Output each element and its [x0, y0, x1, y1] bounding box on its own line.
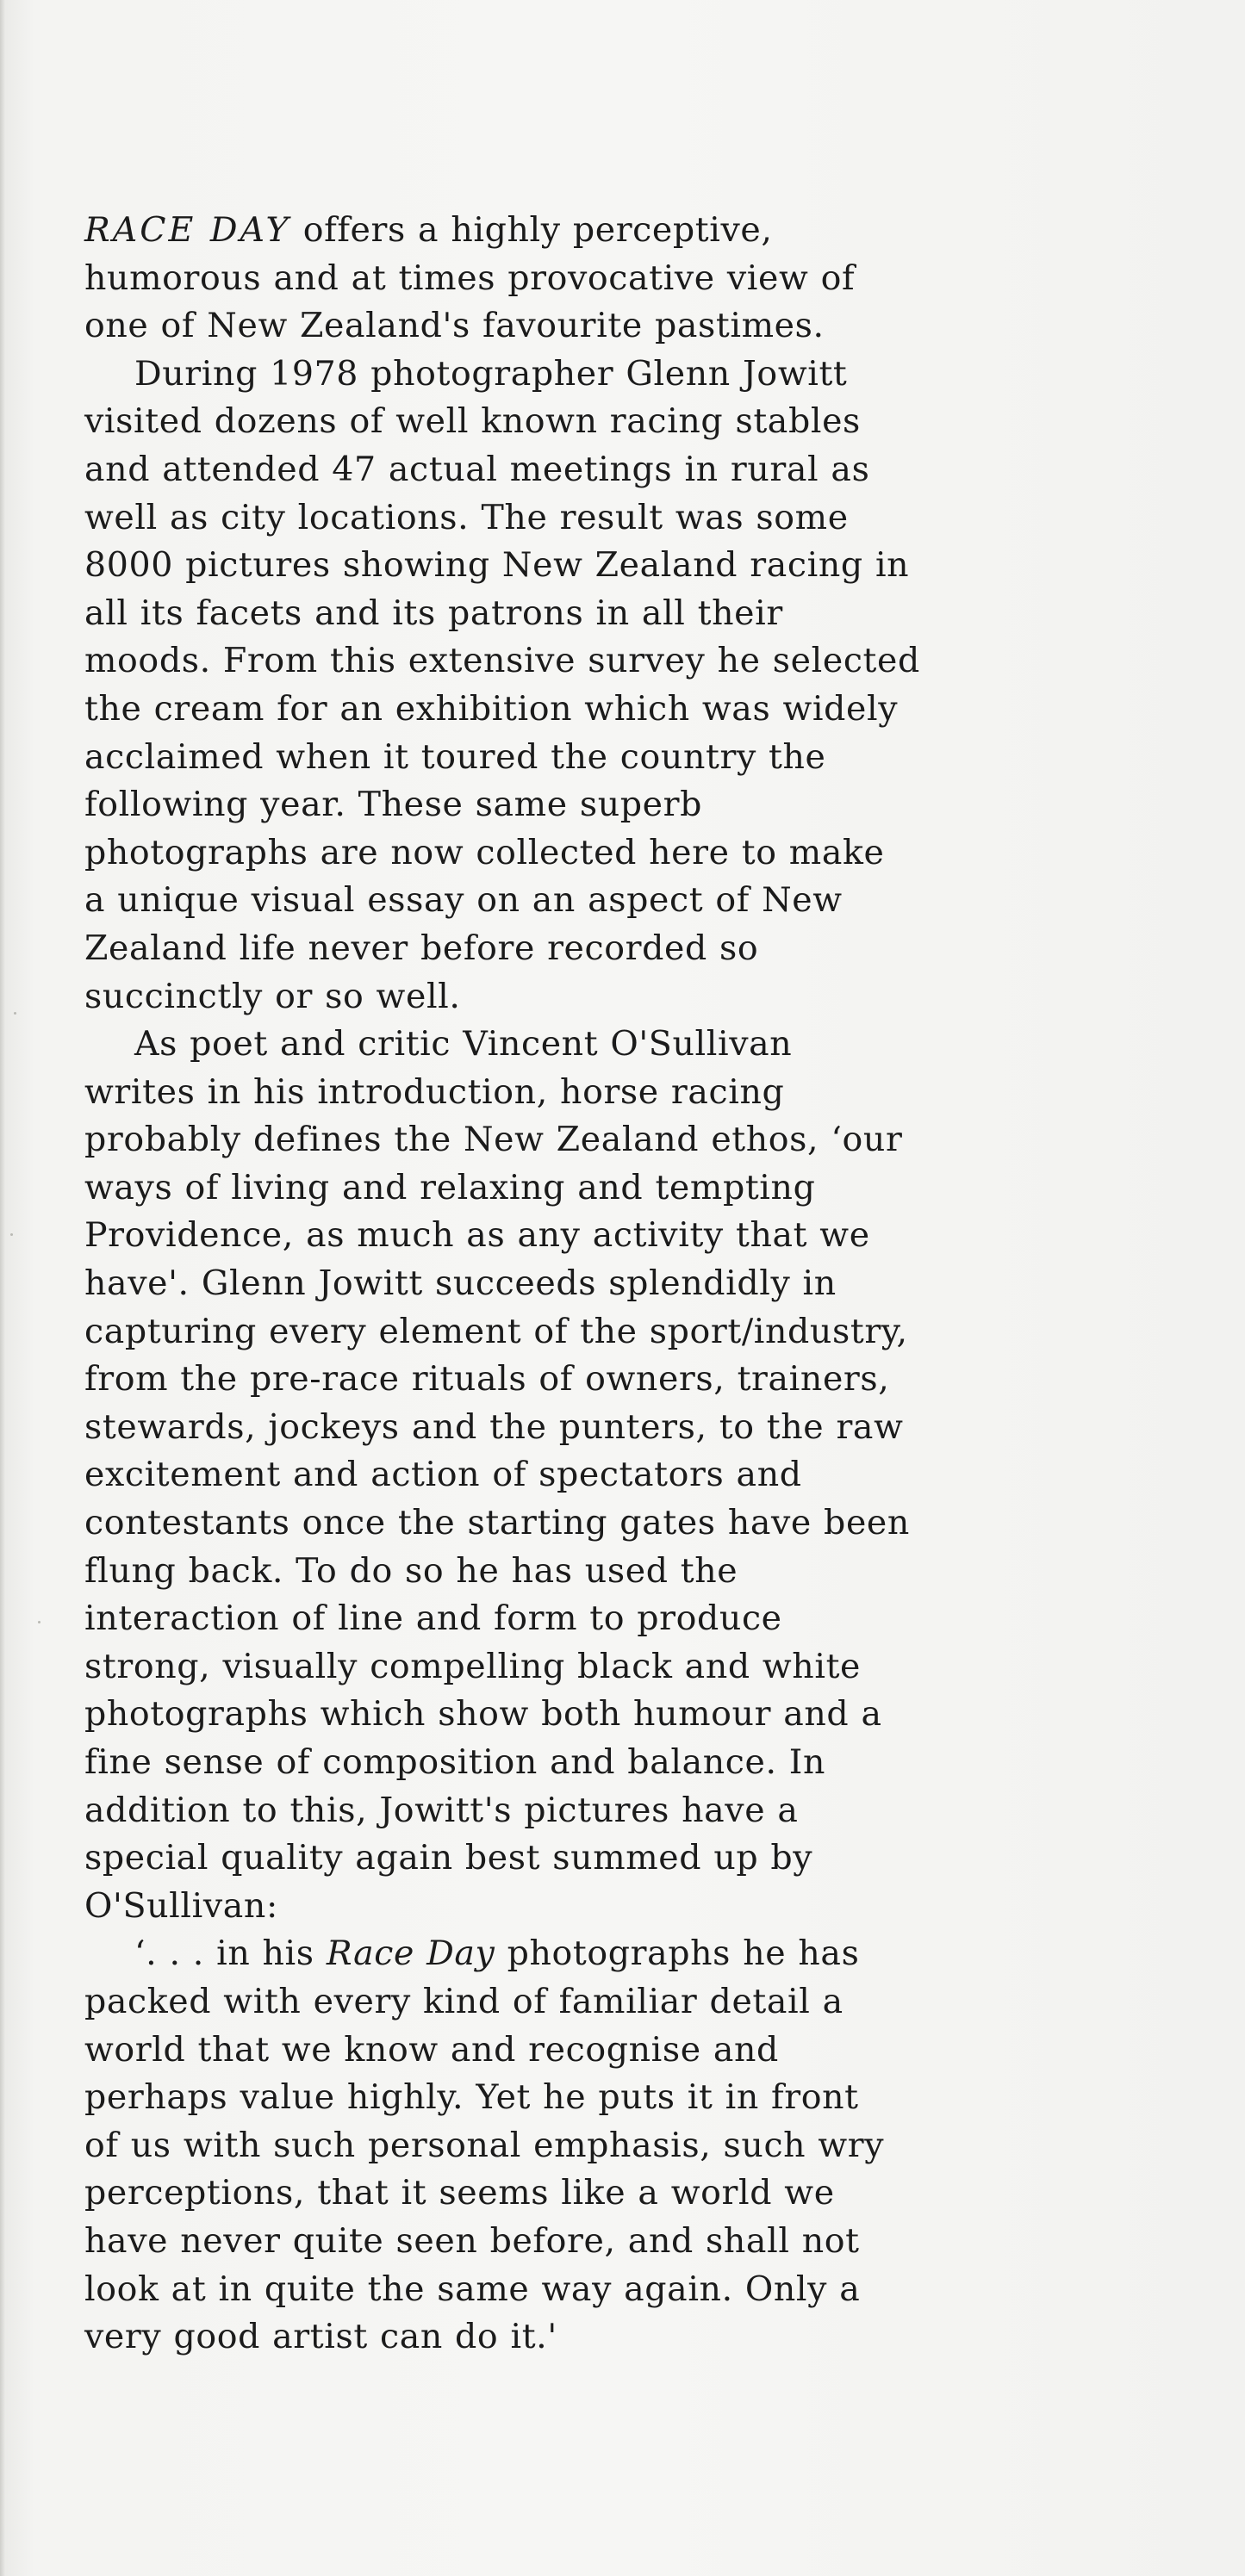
blurb-p3-line: capturing every element of the sport/industry,: [84, 1311, 908, 1351]
blurb-p2-line: well as city locations. The result was some: [84, 497, 849, 537]
blurb-p2-line: moods. From this extensive survey he selected: [84, 641, 920, 681]
blurb-quote-line: look at in quite the same way again. Only a: [84, 2269, 861, 2309]
blurb-p3-line: writes in his introduction, horse racing: [84, 1071, 785, 1112]
blurb-p3-line: Providence, as much as any activity that we: [84, 1215, 870, 1256]
blurb-p3-line: ways of living and relaxing and tempting: [84, 1167, 816, 1207]
blurb-p3-line: have'. Glenn Jowitt succeeds splendidly in: [84, 1263, 837, 1304]
page-edge-shadow: [0, 0, 5, 2576]
blurb-quote-line: very good artist can do it.': [84, 2317, 557, 2357]
blurb-p2-line: and attended 47 actual meetings in rural as: [84, 449, 870, 489]
blurb-p2-line: succinctly or so well.: [84, 976, 461, 1016]
blurb-p1-line: RACE DAY offers a highly perceptive,: [84, 210, 773, 250]
paper-speck: [38, 1621, 40, 1623]
paper-speck: [14, 1012, 16, 1015]
blurb-p3-line: probably defines the New Zealand ethos, ‘our: [84, 1120, 903, 1160]
blurb-p2-line: acclaimed when it toured the country the: [84, 736, 826, 777]
blurb-p2-line: a unique visual essay on an aspect of New: [84, 880, 843, 921]
blurb-p3-line: interaction of line and form to produce: [84, 1598, 782, 1639]
blurb-p2-line: During 1978 photographer Glenn Jowitt: [134, 353, 848, 394]
blurb-p1-line: humorous and at times provocative view of: [84, 258, 856, 298]
blurb-p3-line: excitement and action of spectators and: [84, 1455, 802, 1495]
blurb-quote-line: of us with such personal emphasis, such wry: [84, 2125, 885, 2165]
book-title: RACE DAY: [84, 210, 291, 250]
blurb-p3-line: O'Sullivan:: [84, 1885, 278, 1926]
blurb-p2-line: all its facets and its patrons in all their: [84, 593, 783, 633]
blurb-p3-line: fine sense of composition and balance. In: [84, 1742, 826, 1782]
blurb-p3-line: flung back. To do so he has used the: [84, 1550, 738, 1591]
blurb-p2-line: visited dozens of well known racing stables: [84, 401, 861, 442]
blurb-quote-line: packed with every kind of familiar detail a: [84, 1981, 843, 2021]
blurb-p3-line: strong, visually compelling black and white: [84, 1646, 862, 1686]
blurb-p2-line: photographs are now collected here to make: [84, 832, 885, 872]
blurb-p2-line: following year. These same superb: [84, 785, 702, 825]
blurb-p3-line: stewards, jockeys and the punters, to the raw: [84, 1406, 904, 1447]
blurb-p2-line: 8000 pictures showing New Zealand racing in: [84, 545, 910, 586]
blurb-p2-line: the cream for an exhibition which was widely: [84, 688, 899, 729]
paper-speck: [10, 1233, 13, 1236]
blurb-p3-line: special quality again best summed up by: [84, 1838, 813, 1878]
blurb-p3-line: contestants once the starting gates have been: [84, 1503, 910, 1543]
blurb-p3-line: As poet and critic Vincent O'Sullivan: [134, 1024, 793, 1065]
blurb-p3-line: photographs which show both humour and a: [84, 1694, 882, 1735]
blurb-quote-line: world that we know and recognise and: [84, 2029, 779, 2070]
blurb-text: [84, 207, 998, 2362]
blurb-quote-line: perhaps value highly. Yet he puts it in front: [84, 2077, 859, 2118]
blurb-quote-line: have never quite seen before, and shall not: [84, 2220, 860, 2261]
blurb-p1-line: one of New Zealand's favourite pastimes.: [84, 306, 825, 346]
blurb-p3-line: addition to this, Jowitt's pictures have a: [84, 1790, 799, 1830]
blurb-p3-line: from the pre-race rituals of owners, trainers,: [84, 1359, 890, 1400]
blurb-quote-line: perceptions, that it seems like a world we: [84, 2173, 835, 2213]
book-title-italic: Race Day: [326, 1934, 495, 1974]
blurb-quote-line: ‘. . . in his Race Day photographs he has: [134, 1934, 860, 1974]
blurb-p2-line: Zealand life never before recorded so: [84, 928, 759, 968]
